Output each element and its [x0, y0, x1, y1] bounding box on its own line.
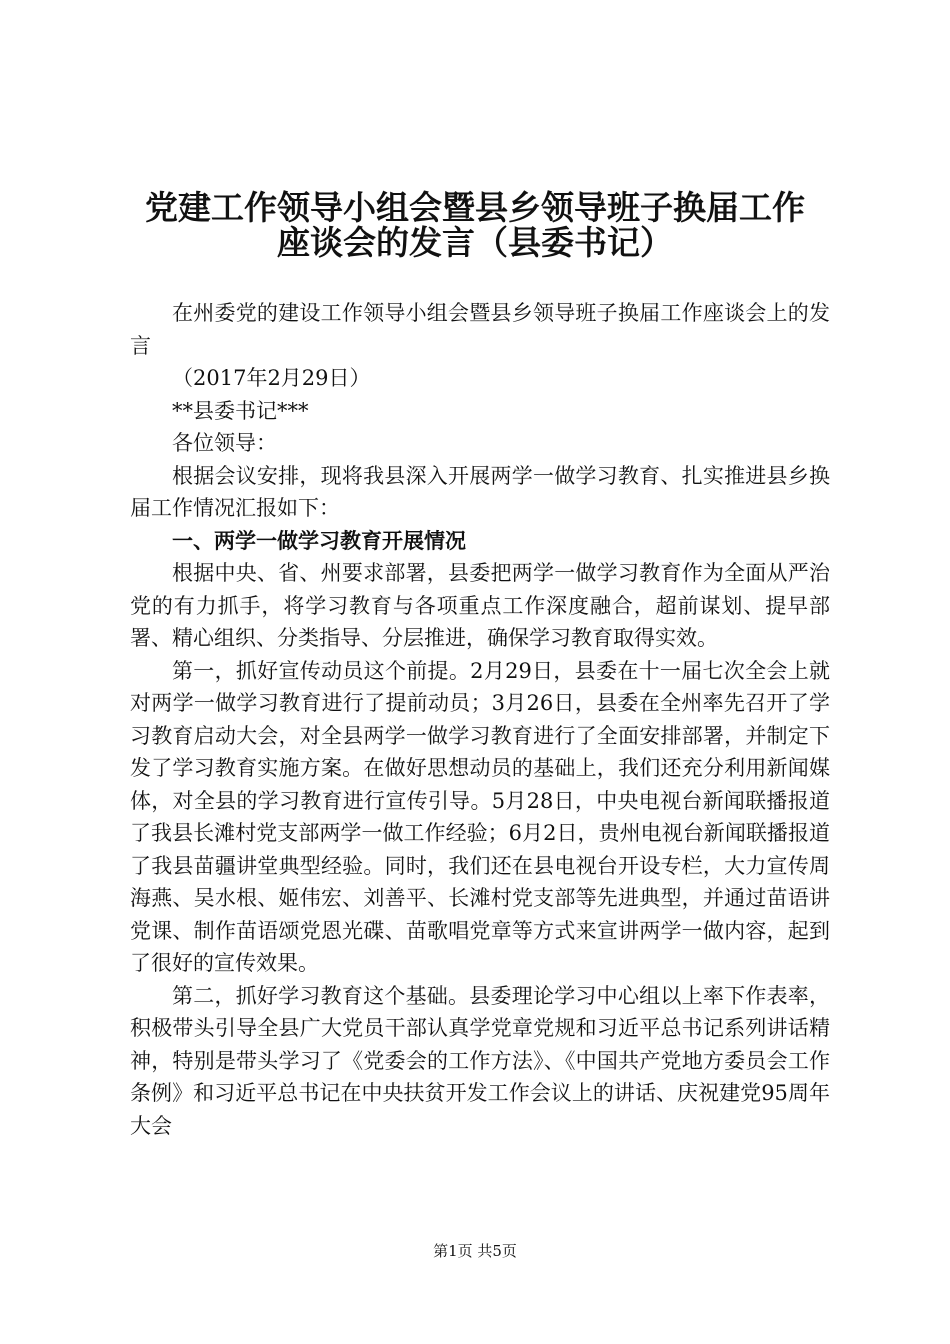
body-paragraph: 根据会议安排，现将我县深入开展两学一做学习教育、扎实推进县乡换届工作情况汇报如下：	[130, 463, 830, 520]
document-title-line-1: 党建工作领导小组会暨县乡领导班子换届工作	[145, 188, 805, 227]
speech-heading: 在州委党的建设工作领导小组会暨县乡领导班子换届工作座谈会上的发言	[130, 301, 830, 358]
body-paragraph: 第一，抓好宣传动员这个前提。2月29日，县委在十一届七次全会上就对两学一做学习教育进行了提前动员；3月26日，县委在全州率先召开了学习教育启动大会，对全县两学一做学习教育进行了全面安排部署，并制定下发了学习教育实施方案。在做好思想动员的基础上，我们还充分利用新闻媒体，对全县的学习教育进行宣传引导。5月28日，中央电视台新闻联播报道了我县长滩村党支部两学一做工作经验；6月2日，贵州电视台新闻联播报道了我县苗疆讲堂典型经验。同时，我们还在县电视台开设专栏，大力宣传周海燕、吴水根、姬伟宏、刘善平、长滩村党支部等先进典型，并通过苗语讲党课、制作苗语颂党恩光碟、苗歌唱党章等方式来宣讲两学一做内容，起到了很好的宣传效果。	[130, 658, 830, 975]
body-paragraph: 第二，抓好学习教育这个基础。县委理论学习中心组以上率下作表率，积极带头引导全县广大党员干部认真学党章党规和习近平总书记系列讲话精神，特别是带头学习了《党委会的工作方法》、《中国共产党地方委员会工作条例》和习近平总书记在中央扶贫开发工作会议上的讲话、庆祝建党95周年大会	[130, 983, 830, 1138]
speaker-name: **县委书记***	[172, 398, 309, 423]
document-title-line-2: 座谈会的发言（县委书记）	[277, 223, 673, 262]
speech-date: （2017年2月29日）	[172, 366, 371, 390]
page-footer: 第1页 共5页	[433, 1242, 517, 1260]
document-body	[130, 297, 830, 1142]
salutation: 各位领导：	[172, 431, 277, 455]
body-paragraph: 根据中央、省、州要求部署，县委把两学一做学习教育作为全面从严治党的有力抓手，将学习教育与各项重点工作深度融合，超前谋划、提早部署、精心组织、分类指导、分层推进，确保学习教育取得实效。	[130, 561, 830, 650]
section-heading: 一、两学一做学习教育开展情况	[172, 528, 466, 553]
